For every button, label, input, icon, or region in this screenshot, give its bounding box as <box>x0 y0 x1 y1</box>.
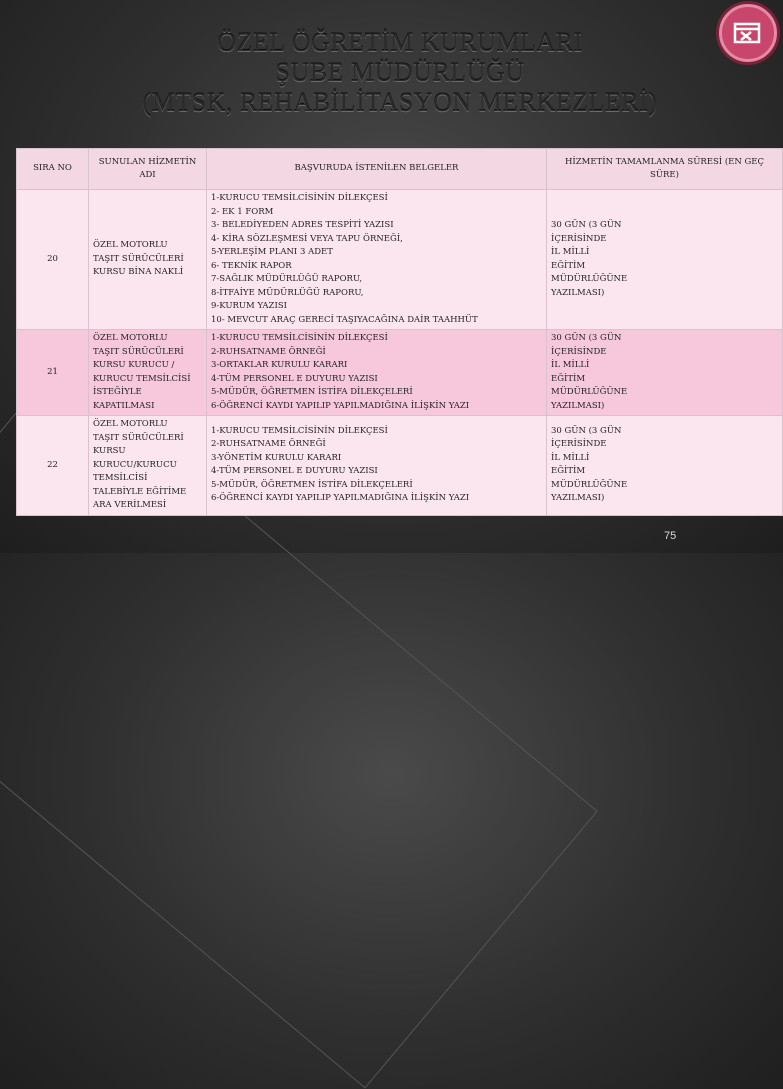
hizmet-adi-cell-line: TALEBİYLE EĞİTİME <box>93 486 187 497</box>
belgeler-cell-line: 5-YERLEŞİM PLANI 3 ADET <box>211 247 333 257</box>
tamamlanma-suresi-cell-line: YAZILMASI) <box>551 400 605 411</box>
hizmet-adi-cell-line: KAPATILMASI <box>93 400 155 411</box>
belgeler-cell-line: 4- KİRA SÖZLEŞMESİ VEYA TAPU ÖRNEĞİ, <box>211 233 403 244</box>
tamamlanma-suresi-cell-line: İL MİLLİ <box>551 360 590 370</box>
hizmet-adi-cell-line: TAŞIT SÜRÜCÜLERİ <box>93 432 184 443</box>
belgeler-cell-line: 3-ORTAKLAR KURULU KARARI <box>211 360 348 370</box>
belgeler-cell-line: 2-RUHSATNAME ÖRNEĞİ <box>211 439 326 450</box>
hizmet-adi-cell-line: KURSU BİNA NAKLİ <box>93 267 184 278</box>
sira-no-cell: 21 <box>17 330 89 416</box>
tamamlanma-suresi-cell <box>547 190 783 330</box>
tamamlanma-suresi-cell-line: EĞİTİM <box>551 373 586 384</box>
belgeler-cell-line: 1-KURUCU TEMSİLCİSİNİN DİLEKÇESİ <box>211 425 388 436</box>
belgeler-cell-line: 1-KURUCU TEMSİLCİSİNİN DİLEKÇESİ <box>211 333 388 343</box>
belgeler-cell-line: 10- MEVCUT ARAÇ GERECİ TAŞIYACAĞINA DAİR TAAHHÜT <box>211 314 478 325</box>
tamamlanma-suresi-cell-line: EĞİTİM <box>551 260 586 271</box>
hizmet-adi-cell-line: ÖZEL MOTORLU <box>93 419 168 429</box>
belgeler-cell-line: 5-MÜDÜR, ÖĞRETMEN İSTİFA DİLEKÇELERİ <box>211 387 413 397</box>
tamamlanma-suresi-cell-line: İL MİLLİ <box>551 247 590 257</box>
exit-presentation-icon[interactable] <box>719 4 777 62</box>
hizmet-adi-cell-line: KURSU <box>93 446 126 456</box>
hizmet-adi-cell-line: ÖZEL MOTORLU <box>93 333 168 343</box>
hizmet-adi-cell-line: ÖZEL MOTORLU <box>93 240 168 251</box>
hizmet-adi-cell <box>89 190 207 330</box>
hizmet-adi-cell-line: ARA VERİLMESİ <box>93 500 167 510</box>
belgeler-cell-line: 4-TÜM PERSONEL E DUYURU YAZISI <box>211 466 378 477</box>
belgeler-cell-line: 6-ÖĞRENCİ KAYDI YAPILIP YAPILMADIĞINA İLİŞKİN YAZI <box>211 400 470 411</box>
tamamlanma-suresi-cell-line: İÇERİSİNDE <box>551 346 607 357</box>
belgeler-cell-line: 6-ÖĞRENCİ KAYDI YAPILIP YAPILMADIĞINA İLİŞKİN YAZI <box>211 493 470 504</box>
tamamlanma-suresi-cell-line: MÜDÜRLÜĞÜNE <box>551 479 628 490</box>
tamamlanma-suresi-cell-line: İÇERİSİNDE <box>551 233 607 244</box>
belgeler-cell-line: 9-KURUM YAZISI <box>211 301 287 311</box>
page-number: 75 <box>664 530 677 542</box>
belgeler-cell-line: 5-MÜDÜR, ÖĞRETMEN İSTİFA DİLEKÇELERİ <box>211 479 413 490</box>
hizmet-adi-cell-line: KURUCU TEMSİLCİSİ <box>93 373 191 384</box>
belgeler-cell-line: 2- EK 1 FORM <box>211 206 274 217</box>
belgeler-cell-line: 3- BELEDİYEDEN ADRES TESPİTİ YAZISI <box>211 220 394 230</box>
table-row <box>17 416 783 516</box>
table-header-row <box>17 149 783 190</box>
belgeler-cell <box>207 190 547 330</box>
hizmet-adi-cell-line: KURSU KURUCU / <box>93 360 175 370</box>
title-line-3: (MTSK, REHABİLİTASYON MERKEZLERİ) <box>142 88 658 117</box>
tamamlanma-suresi-cell <box>547 330 783 416</box>
hizmet-adi-cell-line: TAŞIT SÜRÜCÜLERİ <box>93 346 184 357</box>
tamamlanma-suresi-cell-line: YAZILMASI) <box>551 493 605 504</box>
title-line-2: ŞUBE MÜDÜRLÜĞÜ <box>275 58 525 87</box>
window-close-icon <box>731 16 765 50</box>
page-title <box>120 28 680 118</box>
services-table <box>16 148 783 516</box>
hizmet-adi-cell <box>89 330 207 416</box>
tamamlanma-suresi-cell-line: MÜDÜRLÜĞÜNE <box>551 274 628 284</box>
hizmet-adi-cell-line: TAŞIT SÜRÜCÜLERİ <box>93 253 184 264</box>
belgeler-cell-line: 2-RUHSATNAME ÖRNEĞİ <box>211 346 326 357</box>
belgeler-cell <box>207 330 547 416</box>
header-belgeler: BAŞVURUDA İSTENİLEN BELGELER <box>207 149 547 190</box>
belgeler-cell-line: 3-YÖNETİM KURULU KARARI <box>211 452 342 463</box>
belgeler-cell-line: 4-TÜM PERSONEL E DUYURU YAZISI <box>211 373 378 384</box>
tamamlanma-suresi-cell <box>547 416 783 516</box>
belgeler-cell-line: 8-İTFAİYE MÜDÜRLÜĞÜ RAPORU, <box>211 287 364 298</box>
tamamlanma-suresi-cell-line: İÇERİSİNDE <box>551 439 607 450</box>
tamamlanma-suresi-cell-line: İL MİLLİ <box>551 452 590 463</box>
table-row <box>17 190 783 330</box>
tamamlanma-suresi-cell-line: YAZILMASI) <box>551 287 605 298</box>
hizmet-adi-cell <box>89 416 207 516</box>
belgeler-cell <box>207 416 547 516</box>
belgeler-cell-line: 6- TEKNİK RAPOR <box>211 260 292 271</box>
belgeler-cell-line: 7-SAĞLIK MÜDÜRLÜĞÜ RAPORU, <box>211 274 363 284</box>
hizmet-adi-cell-line: İSTEĞİYLE <box>93 387 142 397</box>
tamamlanma-suresi-cell-line: 30 GÜN (3 GÜN <box>551 425 622 436</box>
tamamlanma-suresi-cell-line: EĞİTİM <box>551 466 586 477</box>
sira-no-cell: 22 <box>17 416 89 516</box>
table-row <box>17 330 783 416</box>
sira-no-cell: 20 <box>17 190 89 330</box>
belgeler-cell-line: 1-KURUCU TEMSİLCİSİNİN DİLEKÇESİ <box>211 193 388 203</box>
title-line-1: ÖZEL ÖĞRETİM KURUMLARI <box>217 28 583 57</box>
header-tamamlanma-suresi: HİZMETİN TAMAMLANMA SÜRESİ (EN GEÇ SÜRE) <box>547 149 783 190</box>
hizmet-adi-cell-line: KURUCU/KURUCU <box>93 459 177 470</box>
tamamlanma-suresi-cell-line: 30 GÜN (3 GÜN <box>551 333 622 343</box>
header-hizmet-adi: SUNULAN HİZMETİN ADI <box>89 149 207 190</box>
tamamlanma-suresi-cell-line: MÜDÜRLÜĞÜNE <box>551 387 628 397</box>
header-sira-no: SIRA NO <box>17 149 89 190</box>
hizmet-adi-cell-line: TEMSİLCİSİ <box>93 473 148 483</box>
tamamlanma-suresi-cell-line: 30 GÜN (3 GÜN <box>551 220 622 230</box>
